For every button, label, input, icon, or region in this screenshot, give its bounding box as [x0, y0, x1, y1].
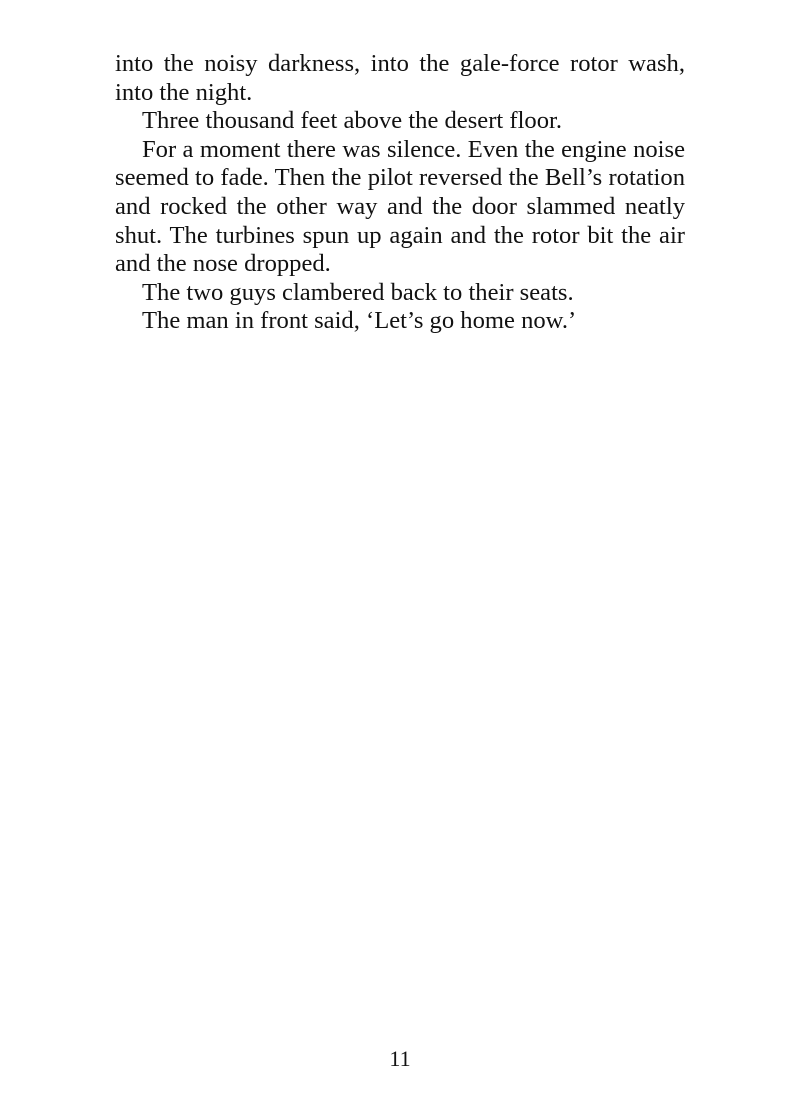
paragraph-clambered-back: The two guys clambered back to their seats. [142, 278, 574, 306]
book-page [115, 50, 685, 336]
paragraph-continued: into the noisy darkness, into the gale-force rotor wash, into the night. [115, 50, 685, 106]
paragraph-desert-floor: Three thousand feet above the desert floor. [142, 107, 562, 135]
paragraph-go-home: The man in front said, ‘Let’s go home now.’ [142, 307, 577, 335]
paragraph-silence: For a moment there was silence. Even the engine noise seemed to fade. Then the pilot reversed the Bell’s rotation and rocked the other way and the door slammed neatly shut. The turbines spun up again and the rotor bit the air and the nose dropped. [115, 135, 685, 278]
page-number: 11 [389, 1046, 411, 1071]
